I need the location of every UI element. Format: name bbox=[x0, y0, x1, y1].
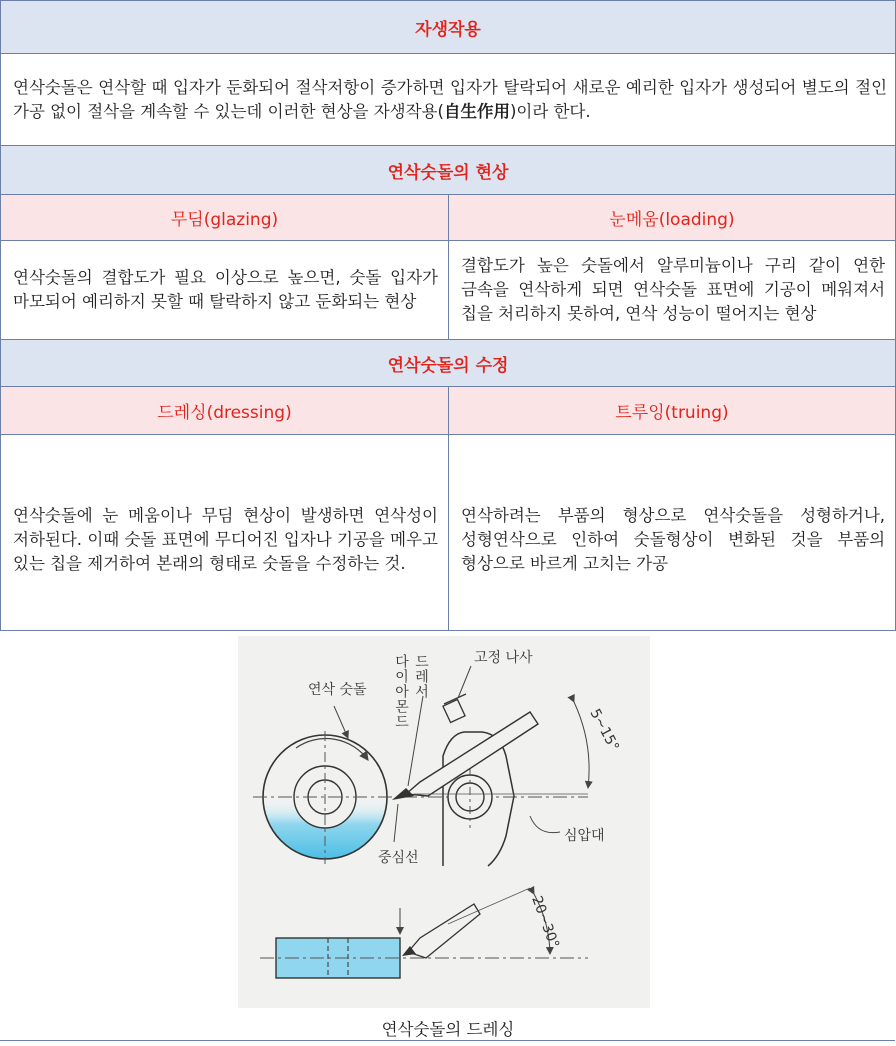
dressing-figure bbox=[0, 632, 896, 1046]
label-wheel: 연삭 숫돌 bbox=[308, 682, 367, 698]
label-diamond-col1: 다이아몬드 bbox=[393, 654, 409, 729]
phenomena-header bbox=[1, 146, 896, 195]
dressing-label: 드레싱(dressing) bbox=[157, 403, 292, 423]
glazing-cell bbox=[1, 241, 449, 340]
self-sharpening-tail: )이라 한다. bbox=[509, 101, 591, 121]
dressing-cell bbox=[1, 435, 449, 631]
phenomena-title: 연삭숫돌의 현상 bbox=[387, 162, 509, 183]
dressing-header bbox=[1, 387, 449, 435]
angle-top-arc bbox=[574, 702, 589, 788]
loading-label: 눈메움(loading) bbox=[609, 210, 735, 230]
self-sharpening-text: 연삭숫돌은 연삭할 때 입자가 둔화되어 절삭저항이 증가하면 입자가 탈락되어 새로운 예리한 입자가 생성되어 별도의 절인 가공 없이 절삭을 계속할 수 있는데 이러한 현상을 자생작용( bbox=[13, 77, 888, 121]
dressing-text: 연삭숫돌에 눈 메움이나 무딤 현상이 발생하면 연삭성이 저하된다. 이때 숫돌 표면에 무디어진 입자나 기공을 메우고 있는 칩을 제거하여 본래의 형태로 숫돌을 수정하는 것. bbox=[13, 505, 438, 573]
center-leader bbox=[394, 804, 398, 842]
loading-cell bbox=[449, 241, 896, 340]
truing-cell bbox=[449, 435, 896, 631]
truing-text: 연삭하려는 부품의 형상으로 연삭숫돌을 성형하거나, 성형연삭으로 인하여 숫돌형상이 변화된 것을 부품의 형상으로 바르게 고치는 가공 bbox=[461, 505, 886, 573]
self-sharpening-body bbox=[1, 76, 895, 124]
label-diamond-col2: 드레서 bbox=[413, 654, 429, 699]
loading-header bbox=[449, 195, 896, 241]
loading-text: 결합도가 높은 숫돌에서 알루미늄이나 구리 같이 연한 금속을 연삭하게 되면 연삭숫돌 표면에 기공이 메워져서 칩을 처리하지 못하여, 연삭 성능이 떨어지는 현상 bbox=[461, 256, 886, 323]
label-tailstock: 심압대 bbox=[564, 828, 605, 844]
side-dresser bbox=[408, 904, 480, 958]
truing-label: 트루잉(truing) bbox=[615, 403, 729, 423]
wheel-leader bbox=[334, 706, 348, 738]
label-screw: 고정 나사 bbox=[474, 650, 533, 666]
angle-bottom-leg bbox=[448, 888, 530, 924]
self-sharpening-header bbox=[1, 1, 896, 54]
bottom-border bbox=[0, 1040, 895, 1041]
self-sharpening-body-cell bbox=[1, 54, 896, 146]
dressing-diagram bbox=[238, 636, 650, 1008]
glazing-text: 연삭숫돌의 결합도가 필요 이상으로 높으면, 숫돌 입자가 마모되어 예리하지 못할 때 탈락하지 않고 둔화되는 현상 bbox=[13, 268, 438, 311]
tailstock-leader bbox=[530, 816, 560, 833]
label-center-line: 중심선 bbox=[378, 850, 419, 866]
screw-leader bbox=[458, 666, 471, 698]
label-angle-bottom: 20~30° bbox=[528, 893, 562, 951]
dresser-leader bbox=[408, 696, 423, 786]
glazing-label: 무딤(glazing) bbox=[170, 210, 279, 230]
glazing-header bbox=[1, 195, 449, 241]
self-sharpening-hanja: 自生作用 bbox=[443, 101, 510, 121]
correction-title: 연삭숫돌의 수정 bbox=[387, 355, 509, 376]
self-sharpening-title: 자생작용 bbox=[415, 19, 481, 40]
label-angle-top: 5~15° bbox=[586, 706, 622, 755]
correction-header bbox=[1, 340, 896, 387]
truing-header bbox=[449, 387, 896, 435]
figure-caption: 연삭숫돌의 드레싱 bbox=[381, 1020, 515, 1039]
